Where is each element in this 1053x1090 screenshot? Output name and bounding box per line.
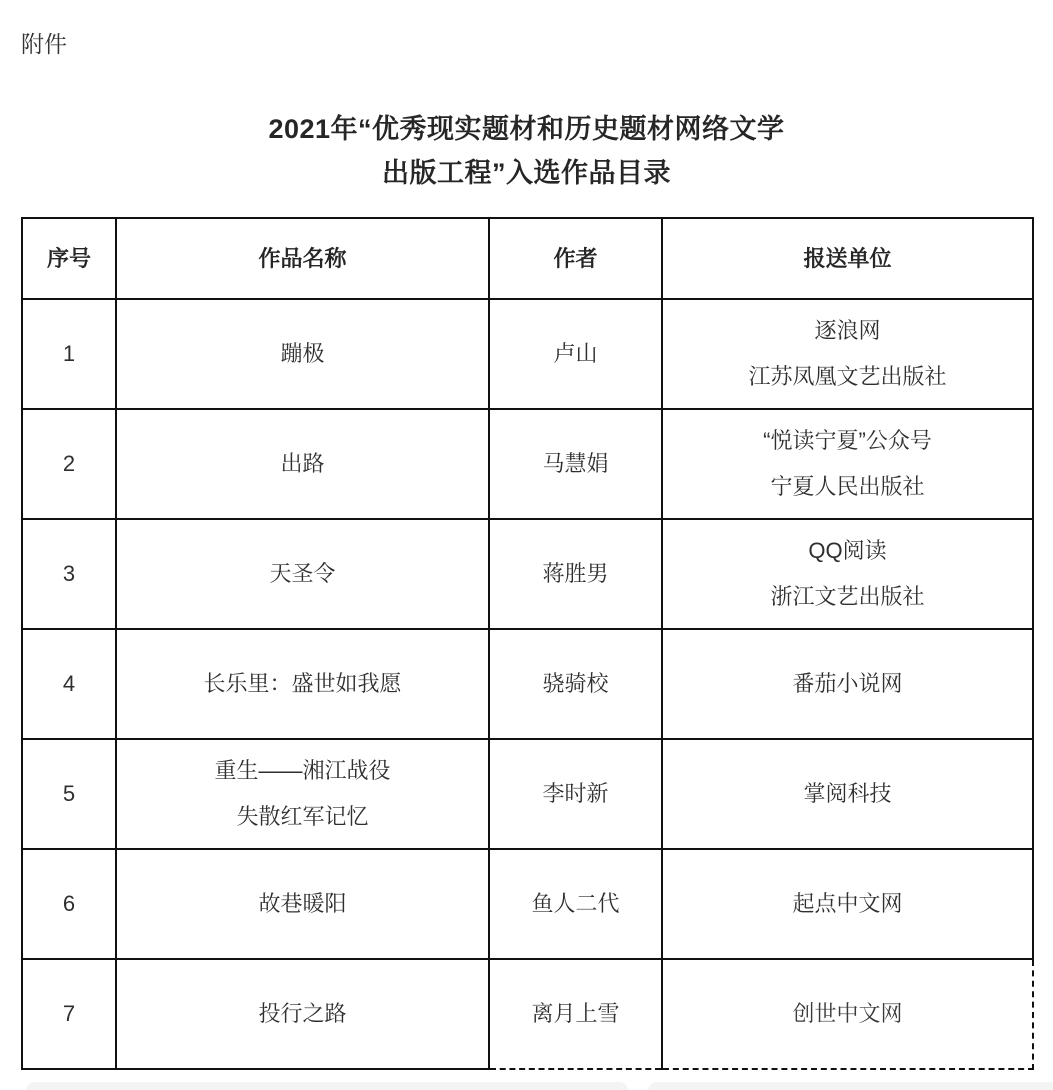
submitting-unit-line: 宁夏人民出版社 <box>770 474 925 499</box>
submitting-unit <box>662 409 1033 519</box>
submitting-unit-line: 浙江文艺出版社 <box>770 584 925 609</box>
submitting-unit-line: 江苏凤凰文艺出版社 <box>748 364 947 389</box>
document-title-line-1: 2021年“优秀现实题材和历史题材网络文学 <box>268 114 785 144</box>
work-title-line: 重生——湘江战役 <box>214 758 391 783</box>
work-title <box>116 409 489 519</box>
work-title-line: 投行之路 <box>258 1001 347 1026</box>
serial-number: 2 <box>22 409 116 519</box>
work-title <box>116 739 489 849</box>
document-title-line-2: 出版工程”入选作品目录 <box>382 158 671 188</box>
table-row <box>22 629 1033 739</box>
table-header-row <box>22 218 1033 299</box>
work-title <box>116 519 489 629</box>
submitting-unit <box>662 299 1033 409</box>
author: 李时新 <box>489 739 662 849</box>
serial-number: 7 <box>22 959 116 1069</box>
serial-number: 3 <box>22 519 116 629</box>
submitting-unit <box>662 629 1033 739</box>
work-title-line: 出路 <box>280 451 325 476</box>
submitting-unit <box>662 849 1033 959</box>
work-title-line: 天圣令 <box>269 561 336 586</box>
submitting-unit-line: “悦读宁夏”公众号 <box>763 428 932 453</box>
header-work-title: 作品名称 <box>116 218 489 299</box>
table-row <box>22 299 1033 409</box>
submitting-unit-line: 创世中文网 <box>792 1001 903 1026</box>
header-submitting-unit: 报送单位 <box>662 218 1033 299</box>
work-title <box>116 629 489 739</box>
submitting-unit <box>662 959 1033 1069</box>
partial-content-bar-right <box>648 1082 1053 1090</box>
submitting-unit-line: QQ阅读 <box>808 538 887 563</box>
work-title <box>116 299 489 409</box>
work-title <box>116 959 489 1069</box>
selected-works-table <box>21 217 1034 1070</box>
submitting-unit-line: 掌阅科技 <box>803 781 892 806</box>
serial-number: 4 <box>22 629 116 739</box>
author: 离月上雪 <box>489 959 662 1069</box>
serial-number: 6 <box>22 849 116 959</box>
author: 鱼人二代 <box>489 849 662 959</box>
work-title-line: 失散红军记忆 <box>236 804 369 829</box>
work-title <box>116 849 489 959</box>
table-row <box>22 849 1033 959</box>
header-author: 作者 <box>489 218 662 299</box>
submitting-unit-line: 起点中文网 <box>792 891 903 916</box>
submitting-unit <box>662 519 1033 629</box>
submitting-unit-line: 番茄小说网 <box>792 671 903 696</box>
table-row <box>22 409 1033 519</box>
author: 卢山 <box>489 299 662 409</box>
header-serial-number: 序号 <box>22 218 116 299</box>
author: 蒋胜男 <box>489 519 662 629</box>
document-title <box>0 107 1053 195</box>
serial-number: 1 <box>22 299 116 409</box>
author: 马慧娟 <box>489 409 662 519</box>
submitting-unit <box>662 739 1033 849</box>
table-row <box>22 959 1033 1069</box>
partial-content-bar-left <box>26 1082 628 1090</box>
submitting-unit-line: 逐浪网 <box>814 318 881 343</box>
serial-number: 5 <box>22 739 116 849</box>
author: 骁骑校 <box>489 629 662 739</box>
work-title-line: 蹦极 <box>280 341 325 366</box>
attachment-label: 附件 <box>21 31 67 57</box>
work-title-line: 故巷暖阳 <box>258 891 347 916</box>
table-row <box>22 739 1033 849</box>
work-title-line: 长乐里：盛世如我愿 <box>203 671 402 696</box>
table-row <box>22 519 1033 629</box>
